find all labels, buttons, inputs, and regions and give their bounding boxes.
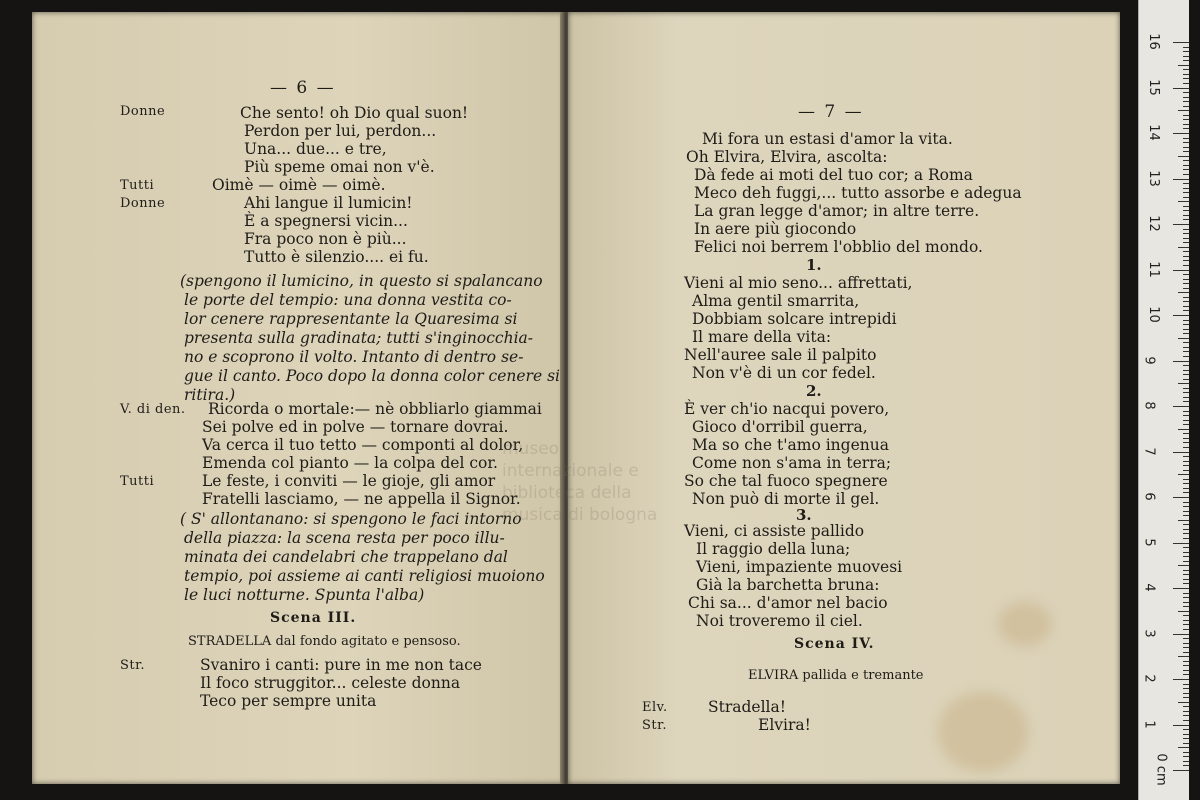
ruler-minor-tick xyxy=(1183,374,1189,375)
ruler-minor-tick xyxy=(1178,474,1189,475)
ruler-minor-tick xyxy=(1183,456,1189,457)
ruler-minor-tick xyxy=(1183,424,1189,425)
verse-line: Fra poco non è più... xyxy=(244,230,407,248)
verse-line: Non può di morte il gel. xyxy=(692,490,880,508)
ruler-tick xyxy=(1173,315,1189,316)
ruler-minor-tick xyxy=(1183,574,1189,575)
ruler-minor-tick xyxy=(1183,69,1189,70)
ruler-minor-tick xyxy=(1183,147,1189,148)
ruler-minor-tick xyxy=(1183,756,1189,757)
ruler-minor-tick xyxy=(1183,101,1189,102)
ruler-minor-tick xyxy=(1183,665,1189,666)
verse-line: Il foco struggitor... celeste donna xyxy=(200,674,461,692)
ruler-minor-tick xyxy=(1178,156,1189,157)
verse-line: Oh Elvira, Elvira, ascolta: xyxy=(686,148,888,166)
ruler-minor-tick xyxy=(1183,301,1189,302)
ruler-minor-tick xyxy=(1178,747,1189,748)
ruler-minor-tick xyxy=(1183,552,1189,553)
ruler-minor-tick xyxy=(1183,515,1189,516)
ruler-label: 13 xyxy=(1145,169,1161,187)
verse-line: Sei polve ed in polve — tornare dovrai. xyxy=(202,418,509,436)
ruler-minor-tick xyxy=(1183,138,1189,139)
ruler-minor-tick xyxy=(1183,538,1189,539)
ruler-minor-tick xyxy=(1183,556,1189,557)
ruler-minor-tick xyxy=(1183,74,1189,75)
ruler-minor-tick xyxy=(1183,615,1189,616)
ruler-label: 6 xyxy=(1141,492,1157,501)
ruler-minor-tick xyxy=(1178,520,1189,521)
ruler-minor-tick xyxy=(1178,65,1189,66)
ruler-minor-tick xyxy=(1183,265,1189,266)
ruler-tick xyxy=(1173,588,1189,589)
ruler-minor-tick xyxy=(1183,370,1189,371)
verse-line: Fratelli lasciamo, — ne appella il Signor. xyxy=(202,490,521,508)
ruler-minor-tick xyxy=(1183,511,1189,512)
speaker-donne: Donne xyxy=(120,196,166,211)
scene-title: Scena III. xyxy=(270,610,357,626)
ruler-minor-tick xyxy=(1178,247,1189,248)
ruler-minor-tick xyxy=(1183,256,1189,257)
ruler-tick xyxy=(1173,497,1189,498)
ruler-minor-tick xyxy=(1183,297,1189,298)
ruler-minor-tick xyxy=(1183,761,1189,762)
ruler-minor-tick xyxy=(1183,461,1189,462)
ruler-minor-tick xyxy=(1183,397,1189,398)
ruler-tick xyxy=(1173,270,1189,271)
verse-line: Vieni, impaziente muovesi xyxy=(696,558,903,576)
ruler-label: 8 xyxy=(1141,401,1157,410)
scene-title: Scena IV. xyxy=(794,636,875,652)
verse-line: Ricorda o mortale:— nè obbliarlo giammai xyxy=(208,400,542,418)
ruler-minor-tick xyxy=(1178,292,1189,293)
ruler-minor-tick xyxy=(1183,233,1189,234)
speaker-tutti: Tutti xyxy=(120,178,155,193)
verse-line: Come non s'ama in terra; xyxy=(692,454,892,472)
ruler-label: 7 xyxy=(1141,446,1157,456)
ruler-minor-tick xyxy=(1183,351,1189,352)
ruler-minor-tick xyxy=(1183,283,1189,284)
ruler-minor-tick xyxy=(1183,219,1189,220)
stage-direction: le porte del tempio: una donna vestita co- xyxy=(184,291,512,309)
verse-line: Che sento! oh Dio qual suon! xyxy=(240,104,469,122)
ruler-minor-tick xyxy=(1183,169,1189,170)
ruler-minor-tick xyxy=(1183,160,1189,161)
speaker-stradella: Str. xyxy=(120,658,146,673)
ruler-minor-tick xyxy=(1183,529,1189,530)
ruler-minor-tick xyxy=(1183,647,1189,648)
ruler-tick xyxy=(1173,88,1189,89)
ruler-minor-tick xyxy=(1178,383,1189,384)
ruler-minor-tick xyxy=(1183,115,1189,116)
right-page xyxy=(568,12,1120,784)
stanza-number: 2. xyxy=(806,382,822,400)
speaker-donne: Donne xyxy=(120,104,166,119)
ruler-minor-tick xyxy=(1183,720,1189,721)
ruler-minor-tick xyxy=(1183,151,1189,152)
ruler-minor-tick xyxy=(1183,561,1189,562)
ruler-minor-tick xyxy=(1183,506,1189,507)
ruler-minor-tick xyxy=(1183,602,1189,603)
ruler-minor-tick xyxy=(1183,260,1189,261)
ruler-tick xyxy=(1173,133,1189,134)
verse-line: Alma gentil smarrita, xyxy=(692,292,860,310)
ruler-minor-tick xyxy=(1183,215,1189,216)
verse-line: Vieni al mio seno... affrettati, xyxy=(684,274,913,292)
ruler-minor-tick xyxy=(1183,674,1189,675)
ruler-minor-tick xyxy=(1183,652,1189,653)
verse-line: Teco per sempre unita xyxy=(200,692,377,710)
ruler-minor-tick xyxy=(1183,274,1189,275)
ruler-minor-tick xyxy=(1183,661,1189,662)
ruler-minor-tick xyxy=(1183,597,1189,598)
ruler-minor-tick xyxy=(1183,684,1189,685)
verse-line: Dobbiam solcare intrepidi xyxy=(692,310,897,328)
ruler-minor-tick xyxy=(1183,51,1189,52)
stanza-number: 3. xyxy=(796,506,812,524)
verse-line: La gran legge d'amor; in altre terre. xyxy=(694,202,980,220)
ruler-minor-tick xyxy=(1183,197,1189,198)
verse-line: So che tal fuoco spegnere xyxy=(684,472,888,490)
ruler-minor-tick xyxy=(1178,338,1189,339)
verse-line: Dà fede ai moti del tuo cor; a Roma xyxy=(694,166,973,184)
ruler-minor-tick xyxy=(1183,97,1189,98)
ruler-tick xyxy=(1173,725,1189,726)
ruler-minor-tick xyxy=(1183,697,1189,698)
ruler-minor-tick xyxy=(1183,670,1189,671)
verse-line: Va cerca il tuo tetto — componti al dolor, xyxy=(202,436,524,454)
paper-stain xyxy=(998,602,1052,646)
stage-direction: minata dei candelabri che trappelano dal xyxy=(184,548,508,566)
ruler-minor-tick xyxy=(1183,124,1189,125)
ruler-minor-tick xyxy=(1178,656,1189,657)
ruler-minor-tick xyxy=(1178,110,1189,111)
ruler-label: 9 xyxy=(1141,355,1157,365)
stage-direction: ritira.) xyxy=(184,386,236,404)
ruler-minor-tick xyxy=(1183,342,1189,343)
ruler-tick xyxy=(1173,452,1189,453)
ruler-tick xyxy=(1173,42,1189,43)
ruler-minor-tick xyxy=(1183,752,1189,753)
verse-line: Elvira! xyxy=(758,716,811,734)
ruler-minor-tick xyxy=(1183,288,1189,289)
ruler-minor-tick xyxy=(1183,183,1189,184)
speaker-elvira: Elv. xyxy=(642,700,668,715)
verse-line: Svaniro i canti: pure in me non tace xyxy=(200,656,482,674)
ruler-minor-tick xyxy=(1183,765,1189,766)
ruler-minor-tick xyxy=(1183,442,1189,443)
ruler-minor-tick xyxy=(1183,583,1189,584)
ruler-minor-tick xyxy=(1183,56,1189,57)
verse-line: Tutto è silenzio.... ei fu. xyxy=(244,248,429,266)
ruler-minor-tick xyxy=(1183,488,1189,489)
ruler-minor-tick xyxy=(1183,533,1189,534)
stage-direction: no e scoprono il volto. Intanto di dentro se- xyxy=(184,348,524,366)
stage-direction: gue il canto. Poco dopo la donna color cenere si xyxy=(184,367,560,385)
verse-line: Già la barchetta bruna: xyxy=(696,576,880,594)
ruler-minor-tick xyxy=(1183,579,1189,580)
ruler-minor-tick xyxy=(1183,415,1189,416)
ruler-minor-tick xyxy=(1183,734,1189,735)
ruler-label: 5 xyxy=(1141,537,1157,547)
verse-line: Emenda col pianto — la colpa del cor. xyxy=(202,454,498,472)
ruler-label: 2 xyxy=(1141,674,1157,683)
ruler-minor-tick xyxy=(1183,620,1189,621)
ruler-minor-tick xyxy=(1183,365,1189,366)
book-spread xyxy=(28,8,1128,792)
ruler-minor-tick xyxy=(1183,706,1189,707)
ruler-minor-tick xyxy=(1183,206,1189,207)
verse-line: Stradella! xyxy=(708,698,786,716)
ruler-minor-tick xyxy=(1183,242,1189,243)
ruler-minor-tick xyxy=(1178,611,1189,612)
ruler-minor-tick xyxy=(1183,606,1189,607)
ruler-tick xyxy=(1173,770,1189,771)
verse-line: Gioco d'orribil guerra, xyxy=(692,418,868,436)
ruler-minor-tick xyxy=(1183,192,1189,193)
ruler-minor-tick xyxy=(1183,693,1189,694)
ruler-minor-tick xyxy=(1183,347,1189,348)
ruler-minor-tick xyxy=(1183,570,1189,571)
ruler-minor-tick xyxy=(1183,738,1189,739)
verse-line: Meco deh fuggi,... tutto assorbe e adegua xyxy=(694,184,1022,202)
ruler-minor-tick xyxy=(1183,210,1189,211)
verse-line: Le feste, i conviti — le gioje, gli amor xyxy=(202,472,496,490)
verse-line: Non v'è di un cor fedel. xyxy=(692,364,876,382)
ruler-minor-tick xyxy=(1183,142,1189,143)
ruler-minor-tick xyxy=(1183,119,1189,120)
stanza-number: 1. xyxy=(806,256,822,274)
ruler-tick xyxy=(1173,224,1189,225)
ruler-minor-tick xyxy=(1183,320,1189,321)
scene-description: STRADELLA dal fondo agitato e pensoso. xyxy=(188,634,461,649)
ruler-minor-tick xyxy=(1183,229,1189,230)
ruler-tick xyxy=(1173,179,1189,180)
ruler-minor-tick xyxy=(1183,502,1189,503)
ruler-minor-tick xyxy=(1183,420,1189,421)
ruler-label: 0 cm xyxy=(1153,753,1169,786)
ruler-minor-tick xyxy=(1183,306,1189,307)
ruler-minor-tick xyxy=(1183,356,1189,357)
ruler-minor-tick xyxy=(1183,165,1189,166)
speaker-voce-di-dentro: V. di den. xyxy=(120,402,186,417)
verse-line: Il raggio della luna; xyxy=(696,540,851,558)
ruler-minor-tick xyxy=(1183,188,1189,189)
ruler-minor-tick xyxy=(1183,333,1189,334)
ruler-minor-tick xyxy=(1183,238,1189,239)
ruler-minor-tick xyxy=(1183,174,1189,175)
verse-line: È a spegnersi vicin... xyxy=(244,212,408,230)
ruler-minor-tick xyxy=(1183,447,1189,448)
verse-line: Chi sa... d'amor nel bacio xyxy=(688,594,888,612)
measurement-ruler xyxy=(1138,0,1189,800)
verse-line: Ahi langue il lumicin! xyxy=(244,194,413,212)
page-number-left: — 6 — xyxy=(270,78,336,98)
ruler-minor-tick xyxy=(1183,279,1189,280)
verse-line: Noi troveremo il ciel. xyxy=(696,612,863,630)
speaker-stradella: Str. xyxy=(642,718,668,733)
ruler-minor-tick xyxy=(1183,593,1189,594)
ruler-minor-tick xyxy=(1183,106,1189,107)
verse-line: Più speme omai non v'è. xyxy=(244,158,435,176)
ruler-tick xyxy=(1173,634,1189,635)
ruler-minor-tick xyxy=(1183,60,1189,61)
ruler-minor-tick xyxy=(1183,715,1189,716)
ruler-minor-tick xyxy=(1183,465,1189,466)
verse-line: Nell'auree sale il palpito xyxy=(684,346,877,364)
ruler-minor-tick xyxy=(1183,92,1189,93)
stage-direction: (spengono il lumicino, in questo si spalancano xyxy=(180,272,543,290)
verse-line: Il mare della vita: xyxy=(692,328,832,346)
ruler-label: 11 xyxy=(1145,260,1161,278)
ruler-minor-tick xyxy=(1183,411,1189,412)
watermark: museo internazionale e biblioteca della musica di bologna xyxy=(502,439,658,525)
ruler-label: 4 xyxy=(1141,583,1157,592)
ruler-minor-tick xyxy=(1183,438,1189,439)
stage-direction: presenta sulla gradinata; tutti s'inginocchia- xyxy=(184,329,534,347)
ruler-minor-tick xyxy=(1183,388,1189,389)
verse-line: Vieni, ci assiste pallido xyxy=(684,522,865,540)
ruler-minor-tick xyxy=(1183,479,1189,480)
ruler-minor-tick xyxy=(1183,47,1189,48)
ruler-minor-tick xyxy=(1183,392,1189,393)
speaker-tutti: Tutti xyxy=(120,474,155,489)
ruler-minor-tick xyxy=(1183,251,1189,252)
ruler-label: 12 xyxy=(1145,215,1161,232)
stage-direction: lor cenere rappresentante la Quaresima si xyxy=(184,310,518,328)
page-number-right: — 7 — xyxy=(798,102,864,122)
verse-line: Felici noi berrem l'obblio del mondo. xyxy=(694,238,983,256)
ruler-minor-tick xyxy=(1183,470,1189,471)
verse-line: Mi fora un estasi d'amor la vita. xyxy=(702,130,953,148)
verse-line: È ver ch'io nacqui povero, xyxy=(684,400,890,418)
ruler-minor-tick xyxy=(1183,638,1189,639)
verse-line: Ma so che t'amo ingenua xyxy=(692,436,889,454)
ruler-label: 15 xyxy=(1145,78,1161,96)
ruler-tick xyxy=(1173,543,1189,544)
ruler-minor-tick xyxy=(1183,401,1189,402)
ruler-minor-tick xyxy=(1183,524,1189,525)
stage-direction: della piazza: la scena resta per poco illu- xyxy=(184,529,505,547)
ruler-minor-tick xyxy=(1183,324,1189,325)
verse-line: Perdon per lui, perdon... xyxy=(244,122,437,140)
ruler-minor-tick xyxy=(1183,643,1189,644)
ruler-minor-tick xyxy=(1183,128,1189,129)
ruler-tick xyxy=(1173,406,1189,407)
ruler-minor-tick xyxy=(1183,379,1189,380)
ruler-minor-tick xyxy=(1183,743,1189,744)
ruler-minor-tick xyxy=(1183,329,1189,330)
ruler-label: 3 xyxy=(1141,628,1157,638)
ruler-minor-tick xyxy=(1183,729,1189,730)
ruler-label: 10 xyxy=(1145,306,1161,323)
ruler-minor-tick xyxy=(1178,565,1189,566)
verse-line: Una... due... e tre, xyxy=(244,140,387,158)
ruler-minor-tick xyxy=(1183,483,1189,484)
ruler-minor-tick xyxy=(1183,83,1189,84)
ruler-minor-tick xyxy=(1178,702,1189,703)
ruler-minor-tick xyxy=(1183,492,1189,493)
left-page xyxy=(32,12,564,784)
ruler-label: 14 xyxy=(1145,124,1161,141)
ruler-tick xyxy=(1173,361,1189,362)
ruler-tick xyxy=(1173,679,1189,680)
stage-direction: ( S' allontanano: si spengono le faci intorno xyxy=(180,510,522,528)
ruler-label: 1 xyxy=(1141,719,1157,729)
ruler-minor-tick xyxy=(1178,429,1189,430)
ruler-minor-tick xyxy=(1183,688,1189,689)
ruler-minor-tick xyxy=(1183,711,1189,712)
stage-direction: le luci notturne. Spunta l'alba) xyxy=(184,586,425,604)
ruler-minor-tick xyxy=(1183,547,1189,548)
ruler-minor-tick xyxy=(1183,310,1189,311)
paper-stain xyxy=(938,692,1028,772)
ruler-minor-tick xyxy=(1183,624,1189,625)
verse-line: Oimè — oimè — oimè. xyxy=(212,176,386,194)
ruler-minor-tick xyxy=(1183,78,1189,79)
ruler-minor-tick xyxy=(1178,201,1189,202)
ruler-minor-tick xyxy=(1183,629,1189,630)
scene-description: ELVIRA pallida e tremante xyxy=(748,668,924,683)
stage-direction: tempio, poi assieme ai canti religiosi muoiono xyxy=(184,567,545,585)
verse-line: In aere più giocondo xyxy=(694,220,857,238)
ruler-label: 16 xyxy=(1145,33,1161,50)
ruler-minor-tick xyxy=(1183,433,1189,434)
